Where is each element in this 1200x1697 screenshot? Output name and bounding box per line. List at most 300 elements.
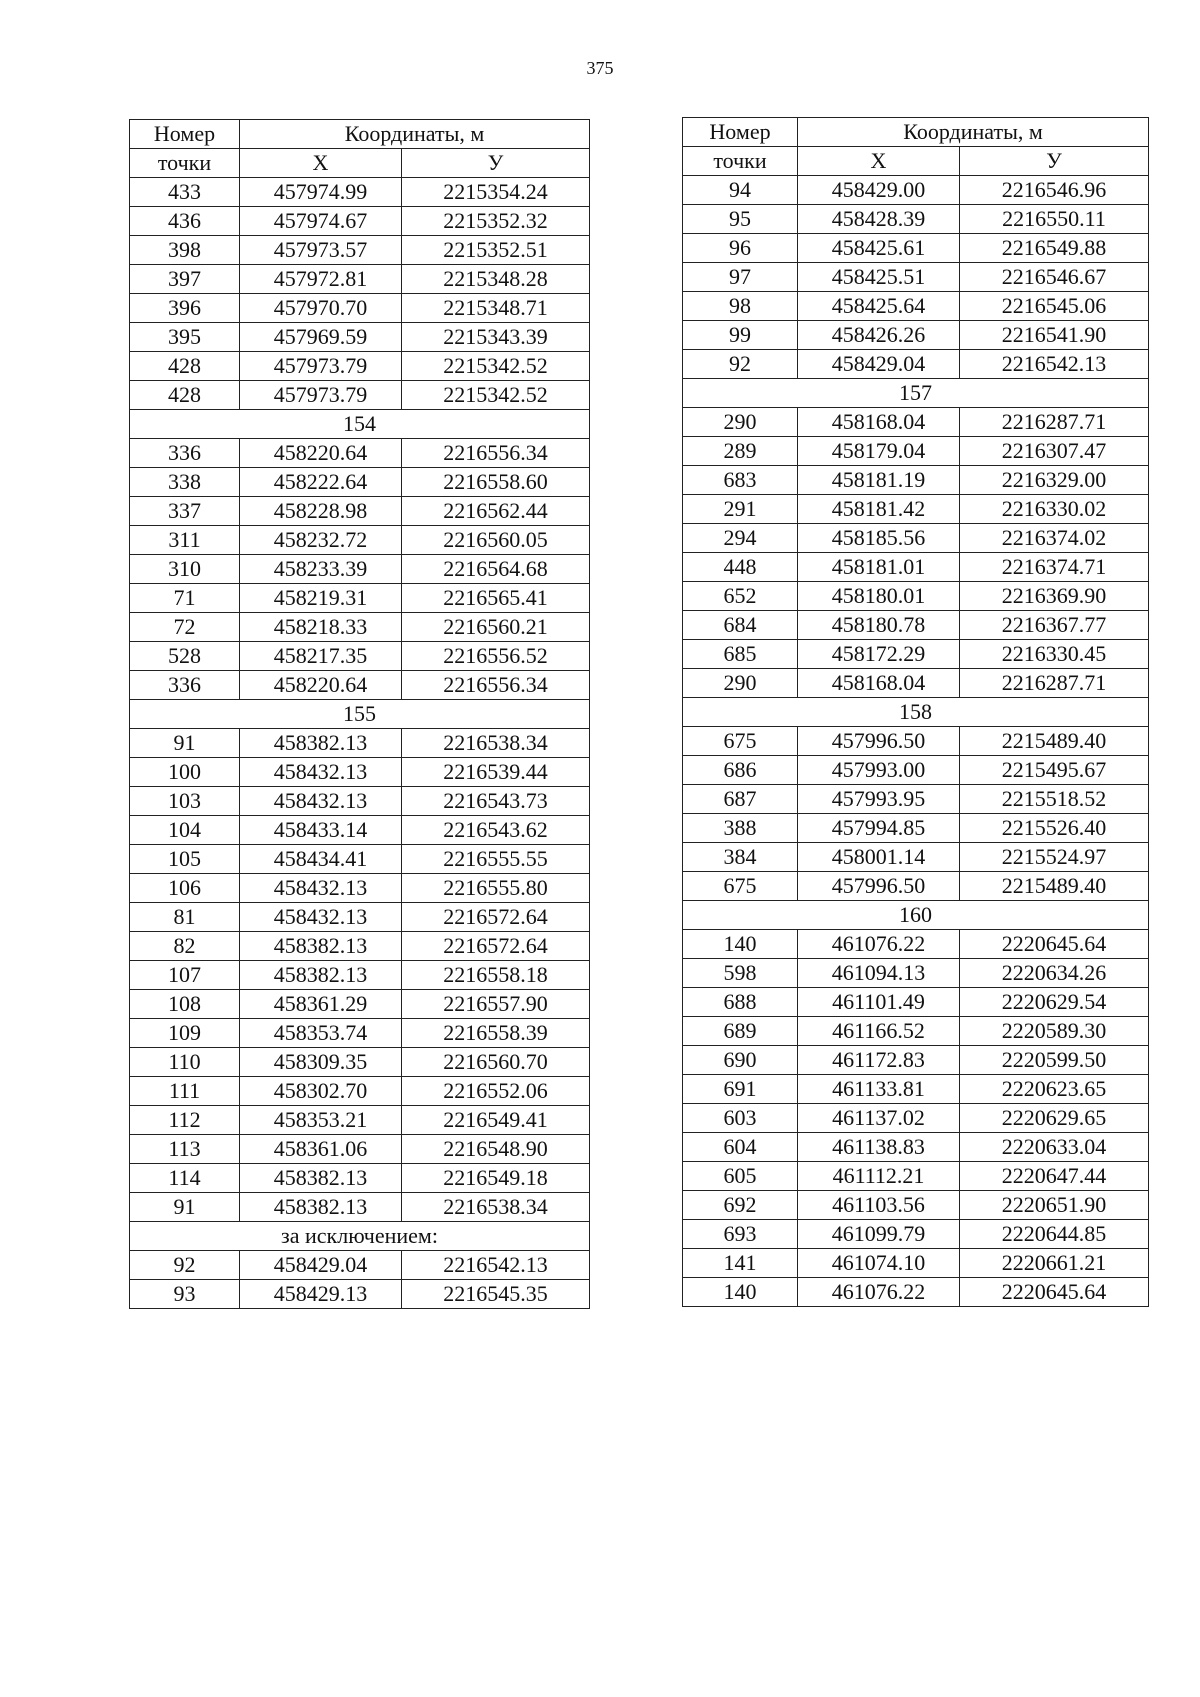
point-number-cell: 605 (683, 1162, 798, 1191)
x-coordinate-cell: 458180.78 (798, 611, 960, 640)
y-coordinate-cell: 2216556.52 (402, 642, 590, 671)
y-coordinate-cell: 2216543.62 (402, 816, 590, 845)
point-number-cell: 448 (683, 553, 798, 582)
y-coordinate-cell: 2216542.13 (402, 1251, 590, 1280)
y-coordinate-cell: 2216560.05 (402, 526, 590, 555)
table-row (130, 787, 590, 816)
table-row (130, 1164, 590, 1193)
point-number-cell: 675 (683, 872, 798, 901)
point-number-cell: 388 (683, 814, 798, 843)
table-row (130, 874, 590, 903)
table-row (130, 497, 590, 526)
x-coordinate-cell: 461137.02 (798, 1104, 960, 1133)
table-row (683, 582, 1149, 611)
point-number-cell: 336 (130, 671, 240, 700)
table-row (130, 1106, 590, 1135)
section-row (130, 700, 590, 729)
table-row (130, 990, 590, 1019)
header-row (130, 120, 590, 149)
y-coordinate-cell: 2216374.02 (960, 524, 1149, 553)
x-coordinate-cell: 458429.04 (798, 350, 960, 379)
point-number-cell: 689 (683, 1017, 798, 1046)
table-row (130, 555, 590, 584)
point-number-cell: 96 (683, 234, 798, 263)
x-coordinate-cell: 458382.13 (240, 1193, 402, 1222)
y-coordinate-cell: 2220589.30 (960, 1017, 1149, 1046)
point-number-cell: 395 (130, 323, 240, 352)
point-number-cell: 140 (683, 930, 798, 959)
coordinates-table-left (129, 119, 590, 1309)
x-coordinate-cell: 457994.85 (798, 814, 960, 843)
point-number-cell: 105 (130, 845, 240, 874)
x-coordinate-cell: 458302.70 (240, 1077, 402, 1106)
section-row (683, 698, 1149, 727)
y-coordinate-cell: 2215348.71 (402, 294, 590, 323)
x-coordinate-cell: 461166.52 (798, 1017, 960, 1046)
x-coordinate-cell: 458168.04 (798, 408, 960, 437)
point-number-cell: 433 (130, 178, 240, 207)
y-coordinate-cell: 2216329.00 (960, 466, 1149, 495)
y-coordinate-cell: 2216374.71 (960, 553, 1149, 582)
y-coordinate-cell: 2220645.64 (960, 1278, 1149, 1307)
point-number-cell: 603 (683, 1104, 798, 1133)
y-coordinate-cell: 2216330.02 (960, 495, 1149, 524)
x-coordinate-cell: 458001.14 (798, 843, 960, 872)
point-number-cell: 310 (130, 555, 240, 584)
x-coordinate-cell: 461172.83 (798, 1046, 960, 1075)
point-number-cell: 436 (130, 207, 240, 236)
x-coordinate-cell: 458425.51 (798, 263, 960, 292)
point-number-cell: 107 (130, 961, 240, 990)
table-row (130, 961, 590, 990)
point-number-cell: 91 (130, 1193, 240, 1222)
table-row (130, 1193, 590, 1222)
point-number-cell: 687 (683, 785, 798, 814)
x-coordinate-cell: 458353.21 (240, 1106, 402, 1135)
point-number-cell: 106 (130, 874, 240, 903)
y-coordinate-cell: 2216564.68 (402, 555, 590, 584)
header-coordinates: Координаты, м (240, 120, 590, 149)
x-coordinate-cell: 458425.64 (798, 292, 960, 321)
y-coordinate-cell: 2216330.45 (960, 640, 1149, 669)
x-coordinate-cell: 458233.39 (240, 555, 402, 584)
table-row (683, 524, 1149, 553)
point-number-cell: 690 (683, 1046, 798, 1075)
point-number-cell: 95 (683, 205, 798, 234)
point-number-cell: 290 (683, 408, 798, 437)
x-coordinate-cell: 461101.49 (798, 988, 960, 1017)
point-number-cell: 141 (683, 1249, 798, 1278)
point-number-cell: 98 (683, 292, 798, 321)
point-number-cell: 108 (130, 990, 240, 1019)
section-label: 160 (683, 901, 1149, 930)
table-row (130, 1280, 590, 1309)
x-coordinate-cell: 458434.41 (240, 845, 402, 874)
point-number-cell: 686 (683, 756, 798, 785)
x-coordinate-cell: 461112.21 (798, 1162, 960, 1191)
y-coordinate-cell: 2220645.64 (960, 930, 1149, 959)
point-number-cell: 683 (683, 466, 798, 495)
table-row (130, 1019, 590, 1048)
table-body (683, 118, 1149, 1307)
x-coordinate-cell: 458220.64 (240, 671, 402, 700)
table-row (683, 321, 1149, 350)
x-coordinate-cell: 457973.79 (240, 381, 402, 410)
y-coordinate-cell: 2215342.52 (402, 352, 590, 381)
x-coordinate-cell: 457993.95 (798, 785, 960, 814)
section-row (683, 901, 1149, 930)
x-coordinate-cell: 458428.39 (798, 205, 960, 234)
x-coordinate-cell: 458353.74 (240, 1019, 402, 1048)
point-number-cell: 92 (130, 1251, 240, 1280)
table-row (683, 350, 1149, 379)
point-number-cell: 336 (130, 439, 240, 468)
x-coordinate-cell: 457974.99 (240, 178, 402, 207)
y-coordinate-cell: 2216558.39 (402, 1019, 590, 1048)
table-row (683, 785, 1149, 814)
table-row (683, 1249, 1149, 1278)
y-coordinate-cell: 2215495.67 (960, 756, 1149, 785)
y-coordinate-cell: 2216555.55 (402, 845, 590, 874)
x-coordinate-cell: 457973.57 (240, 236, 402, 265)
header-point-no-line1: Номер (130, 120, 240, 149)
y-coordinate-cell: 2216556.34 (402, 671, 590, 700)
point-number-cell: 685 (683, 640, 798, 669)
point-number-cell: 112 (130, 1106, 240, 1135)
y-coordinate-cell: 2216543.73 (402, 787, 590, 816)
y-coordinate-cell: 2220599.50 (960, 1046, 1149, 1075)
y-coordinate-cell: 2216538.34 (402, 1193, 590, 1222)
y-coordinate-cell: 2215343.39 (402, 323, 590, 352)
point-number-cell: 113 (130, 1135, 240, 1164)
table-row (683, 959, 1149, 988)
y-coordinate-cell: 2216546.67 (960, 263, 1149, 292)
table-row (130, 1077, 590, 1106)
y-coordinate-cell: 2216556.34 (402, 439, 590, 468)
x-coordinate-cell: 457974.67 (240, 207, 402, 236)
x-coordinate-cell: 461094.13 (798, 959, 960, 988)
y-coordinate-cell: 2216546.96 (960, 176, 1149, 205)
y-coordinate-cell: 2216549.18 (402, 1164, 590, 1193)
x-coordinate-cell: 458429.04 (240, 1251, 402, 1280)
table-row (683, 814, 1149, 843)
y-coordinate-cell: 2216558.18 (402, 961, 590, 990)
point-number-cell: 103 (130, 787, 240, 816)
table-row (683, 988, 1149, 1017)
point-number-cell: 397 (130, 265, 240, 294)
x-coordinate-cell: 458382.13 (240, 961, 402, 990)
point-number-cell: 91 (130, 729, 240, 758)
y-coordinate-cell: 2216552.06 (402, 1077, 590, 1106)
x-coordinate-cell: 458426.26 (798, 321, 960, 350)
y-coordinate-cell: 2220644.85 (960, 1220, 1149, 1249)
header-coordinates: Координаты, м (798, 118, 1149, 147)
table-row (130, 932, 590, 961)
x-coordinate-cell: 461076.22 (798, 1278, 960, 1307)
table-row (683, 495, 1149, 524)
x-coordinate-cell: 458361.06 (240, 1135, 402, 1164)
point-number-cell: 337 (130, 497, 240, 526)
point-number-cell: 528 (130, 642, 240, 671)
point-number-cell: 688 (683, 988, 798, 1017)
point-number-cell: 71 (130, 584, 240, 613)
table-row (683, 292, 1149, 321)
point-number-cell: 94 (683, 176, 798, 205)
point-number-cell: 428 (130, 352, 240, 381)
point-number-cell: 100 (130, 758, 240, 787)
table-row (130, 1251, 590, 1280)
point-number-cell: 97 (683, 263, 798, 292)
y-coordinate-cell: 2215524.97 (960, 843, 1149, 872)
point-number-cell: 290 (683, 669, 798, 698)
x-coordinate-cell: 461133.81 (798, 1075, 960, 1104)
y-coordinate-cell: 2216539.44 (402, 758, 590, 787)
y-coordinate-cell: 2216560.21 (402, 613, 590, 642)
y-coordinate-cell: 2215348.28 (402, 265, 590, 294)
y-coordinate-cell: 2216549.88 (960, 234, 1149, 263)
point-number-cell: 684 (683, 611, 798, 640)
y-coordinate-cell: 2216560.70 (402, 1048, 590, 1077)
point-number-cell: 693 (683, 1220, 798, 1249)
y-coordinate-cell: 2215518.52 (960, 785, 1149, 814)
x-coordinate-cell: 458181.42 (798, 495, 960, 524)
y-coordinate-cell: 2215342.52 (402, 381, 590, 410)
x-coordinate-cell: 458432.13 (240, 874, 402, 903)
y-coordinate-cell: 2216541.90 (960, 321, 1149, 350)
y-coordinate-cell: 2216287.71 (960, 669, 1149, 698)
table-row (683, 669, 1149, 698)
x-coordinate-cell: 461074.10 (798, 1249, 960, 1278)
point-number-cell: 111 (130, 1077, 240, 1106)
header-point-no-line2: точки (683, 147, 798, 176)
table-row (683, 1133, 1149, 1162)
y-coordinate-cell: 2220623.65 (960, 1075, 1149, 1104)
x-coordinate-cell: 461076.22 (798, 930, 960, 959)
point-number-cell: 294 (683, 524, 798, 553)
point-number-cell: 140 (683, 1278, 798, 1307)
table-row (683, 466, 1149, 495)
y-coordinate-cell: 2215489.40 (960, 727, 1149, 756)
table-row (130, 758, 590, 787)
x-coordinate-cell: 461099.79 (798, 1220, 960, 1249)
section-label: за исключением: (130, 1222, 590, 1251)
y-coordinate-cell: 2216545.06 (960, 292, 1149, 321)
header-x: Х (798, 147, 960, 176)
y-coordinate-cell: 2215526.40 (960, 814, 1149, 843)
x-coordinate-cell: 457969.59 (240, 323, 402, 352)
table-row (683, 1017, 1149, 1046)
table-row (130, 439, 590, 468)
x-coordinate-cell: 457973.79 (240, 352, 402, 381)
header-point-no-line1: Номер (683, 118, 798, 147)
x-coordinate-cell: 457972.81 (240, 265, 402, 294)
table-row (683, 437, 1149, 466)
table-row (130, 671, 590, 700)
table-row (683, 1220, 1149, 1249)
x-coordinate-cell: 458432.13 (240, 787, 402, 816)
y-coordinate-cell: 2215489.40 (960, 872, 1149, 901)
table-row (130, 526, 590, 555)
x-coordinate-cell: 458220.64 (240, 439, 402, 468)
table-row (130, 845, 590, 874)
y-coordinate-cell: 2216287.71 (960, 408, 1149, 437)
table-row (130, 265, 590, 294)
y-coordinate-cell: 2220629.65 (960, 1104, 1149, 1133)
point-number-cell: 396 (130, 294, 240, 323)
point-number-cell: 675 (683, 727, 798, 756)
x-coordinate-cell: 458180.01 (798, 582, 960, 611)
point-number-cell: 428 (130, 381, 240, 410)
table-row (130, 1135, 590, 1164)
point-number-cell: 604 (683, 1133, 798, 1162)
table-row (683, 1075, 1149, 1104)
table-row (683, 930, 1149, 959)
x-coordinate-cell: 457996.50 (798, 727, 960, 756)
x-coordinate-cell: 458232.72 (240, 526, 402, 555)
table-row (683, 1104, 1149, 1133)
section-label: 155 (130, 700, 590, 729)
y-coordinate-cell: 2216572.64 (402, 932, 590, 961)
point-number-cell: 291 (683, 495, 798, 524)
x-coordinate-cell: 458382.13 (240, 729, 402, 758)
table-row (683, 843, 1149, 872)
x-coordinate-cell: 458228.98 (240, 497, 402, 526)
section-label: 158 (683, 698, 1149, 727)
y-coordinate-cell: 2216550.11 (960, 205, 1149, 234)
table-row (130, 323, 590, 352)
page-number: 375 (586, 58, 614, 78)
table-row (683, 611, 1149, 640)
point-number-cell: 398 (130, 236, 240, 265)
table-body (130, 120, 590, 1309)
table-row (130, 903, 590, 932)
point-number-cell: 104 (130, 816, 240, 845)
y-coordinate-cell: 2216549.41 (402, 1106, 590, 1135)
point-number-cell: 692 (683, 1191, 798, 1220)
x-coordinate-cell: 458432.13 (240, 903, 402, 932)
table-row (130, 642, 590, 671)
point-number-cell: 384 (683, 843, 798, 872)
point-number-cell: 311 (130, 526, 240, 555)
table-row (130, 729, 590, 758)
x-coordinate-cell: 458361.29 (240, 990, 402, 1019)
table-row (683, 1278, 1149, 1307)
y-coordinate-cell: 2220647.44 (960, 1162, 1149, 1191)
table-row (130, 294, 590, 323)
x-coordinate-cell: 458429.13 (240, 1280, 402, 1309)
y-coordinate-cell: 2216555.80 (402, 874, 590, 903)
point-number-cell: 109 (130, 1019, 240, 1048)
table-row (683, 1046, 1149, 1075)
table-row (683, 205, 1149, 234)
y-coordinate-cell: 2215352.51 (402, 236, 590, 265)
table-row (683, 1191, 1149, 1220)
point-number-cell: 110 (130, 1048, 240, 1077)
header-row (683, 147, 1149, 176)
y-coordinate-cell: 2215352.32 (402, 207, 590, 236)
x-coordinate-cell: 458429.00 (798, 176, 960, 205)
table-row (683, 727, 1149, 756)
y-coordinate-cell: 2216307.47 (960, 437, 1149, 466)
y-coordinate-cell: 2220651.90 (960, 1191, 1149, 1220)
table-row (130, 207, 590, 236)
x-coordinate-cell: 457993.00 (798, 756, 960, 785)
table-row (130, 584, 590, 613)
y-coordinate-cell: 2216538.34 (402, 729, 590, 758)
table-row (130, 178, 590, 207)
table-row (130, 1048, 590, 1077)
point-number-cell: 99 (683, 321, 798, 350)
x-coordinate-cell: 461103.56 (798, 1191, 960, 1220)
y-coordinate-cell: 2216367.77 (960, 611, 1149, 640)
x-coordinate-cell: 458222.64 (240, 468, 402, 497)
y-coordinate-cell: 2215354.24 (402, 178, 590, 207)
y-coordinate-cell: 2216545.35 (402, 1280, 590, 1309)
x-coordinate-cell: 458172.29 (798, 640, 960, 669)
x-coordinate-cell: 458425.61 (798, 234, 960, 263)
point-number-cell: 338 (130, 468, 240, 497)
x-coordinate-cell: 457996.50 (798, 872, 960, 901)
y-coordinate-cell: 2220629.54 (960, 988, 1149, 1017)
header-row (130, 149, 590, 178)
x-coordinate-cell: 458432.13 (240, 758, 402, 787)
x-coordinate-cell: 458181.01 (798, 553, 960, 582)
table-row (683, 263, 1149, 292)
table-row (130, 468, 590, 497)
x-coordinate-cell: 458382.13 (240, 932, 402, 961)
header-y: У (960, 147, 1149, 176)
table-row (683, 553, 1149, 582)
table-row (683, 872, 1149, 901)
x-coordinate-cell: 457970.70 (240, 294, 402, 323)
x-coordinate-cell: 458179.04 (798, 437, 960, 466)
section-row (683, 379, 1149, 408)
table-row (683, 756, 1149, 785)
x-coordinate-cell: 458185.56 (798, 524, 960, 553)
table-row (130, 236, 590, 265)
point-number-cell: 289 (683, 437, 798, 466)
table-row (130, 816, 590, 845)
y-coordinate-cell: 2220661.21 (960, 1249, 1149, 1278)
point-number-cell: 114 (130, 1164, 240, 1193)
coordinates-table-right (682, 117, 1149, 1307)
point-number-cell: 652 (683, 582, 798, 611)
y-coordinate-cell: 2216557.90 (402, 990, 590, 1019)
x-coordinate-cell: 458433.14 (240, 816, 402, 845)
point-number-cell: 93 (130, 1280, 240, 1309)
x-coordinate-cell: 458309.35 (240, 1048, 402, 1077)
x-coordinate-cell: 458382.13 (240, 1164, 402, 1193)
x-coordinate-cell: 458217.35 (240, 642, 402, 671)
x-coordinate-cell: 458219.31 (240, 584, 402, 613)
header-y: У (402, 149, 590, 178)
y-coordinate-cell: 2220633.04 (960, 1133, 1149, 1162)
y-coordinate-cell: 2216548.90 (402, 1135, 590, 1164)
point-number-cell: 72 (130, 613, 240, 642)
y-coordinate-cell: 2220634.26 (960, 959, 1149, 988)
x-coordinate-cell: 458218.33 (240, 613, 402, 642)
point-number-cell: 82 (130, 932, 240, 961)
section-row (130, 1222, 590, 1251)
x-coordinate-cell: 461138.83 (798, 1133, 960, 1162)
section-label: 154 (130, 410, 590, 439)
table-row (683, 1162, 1149, 1191)
header-point-no-line2: точки (130, 149, 240, 178)
header-x: Х (240, 149, 402, 178)
point-number-cell: 92 (683, 350, 798, 379)
y-coordinate-cell: 2216542.13 (960, 350, 1149, 379)
y-coordinate-cell: 2216369.90 (960, 582, 1149, 611)
